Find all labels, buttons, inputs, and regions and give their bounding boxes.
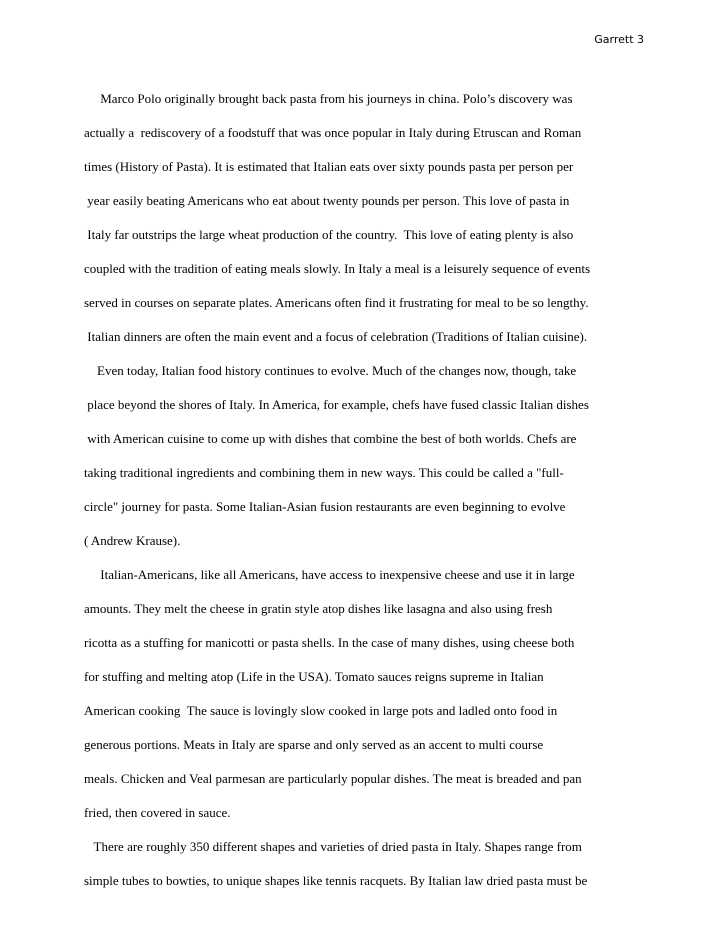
text-line: There are roughly 350 different shapes and varieties of dried pasta in Italy. Shapes range from	[84, 839, 582, 854]
text-line: generous portions. Meats in Italy are sparse and only served as an accent to multi course	[84, 737, 544, 752]
text-line: Italy far outstrips the large wheat production of the country. This love of eating plenty is also	[84, 227, 574, 242]
text-line: ricotta as a stuffing for manicotti or pasta shells. In the case of many dishes, using cheese both	[84, 635, 575, 650]
text-line: year easily beating Americans who eat about twenty pounds per person. This love of pasta in	[84, 193, 570, 208]
text-line: served in courses on separate plates. Americans often find it frustrating for meal to be so lengthy.	[84, 295, 589, 310]
text-line: ( Andrew Krause).	[84, 533, 181, 548]
text-line: with American cuisine to come up with dishes that combine the best of both worlds. Chefs are	[84, 431, 577, 446]
page-header: Garrett 3	[594, 33, 644, 46]
text-line: times (History of Pasta). It is estimated that Italian eats over sixty pounds pasta per person per	[84, 159, 574, 174]
text-line: amounts. They melt the cheese in gratin style atop dishes like lasagna and also using fresh	[84, 601, 553, 616]
text-line: Marco Polo originally brought back pasta from his journeys in china. Polo’s discovery was	[84, 91, 573, 106]
text-line: place beyond the shores of Italy. In America, for example, chefs have fused classic Italian dishes	[84, 397, 589, 412]
text-line: simple tubes to bowties, to unique shapes like tennis racquets. By Italian law dried pasta must be	[84, 873, 588, 888]
text-line: Italian-Americans, like all Americans, have access to inexpensive cheese and use it in large	[84, 567, 575, 582]
text-line: American cooking The sauce is lovingly slow cooked in large pots and ladled onto food in	[84, 703, 558, 718]
text-line: taking traditional ingredients and combining them in new ways. This could be called a "full-	[84, 465, 564, 480]
text-line: coupled with the tradition of eating meals slowly. In Italy a meal is a leisurely sequence of events	[84, 261, 591, 276]
text-line: circle" journey for pasta. Some Italian-Asian fusion restaurants are even beginning to evolve	[84, 499, 566, 514]
text-line: for stuffing and melting atop (Life in the USA). Tomato sauces reigns supreme in Italian	[84, 669, 544, 684]
text-line: actually a rediscovery of a foodstuff that was once popular in Italy during Etruscan and Roman	[84, 125, 582, 140]
text-line: Italian dinners are often the main event and a focus of celebration (Traditions of Italian cuisine).	[84, 329, 588, 344]
text-line: fried, then covered in sauce.	[84, 805, 231, 820]
text-line: meals. Chicken and Veal parmesan are particularly popular dishes. The meat is breaded and pan	[84, 771, 582, 786]
text-line: Even today, Italian food history continues to evolve. Much of the changes now, though, take	[84, 363, 577, 378]
